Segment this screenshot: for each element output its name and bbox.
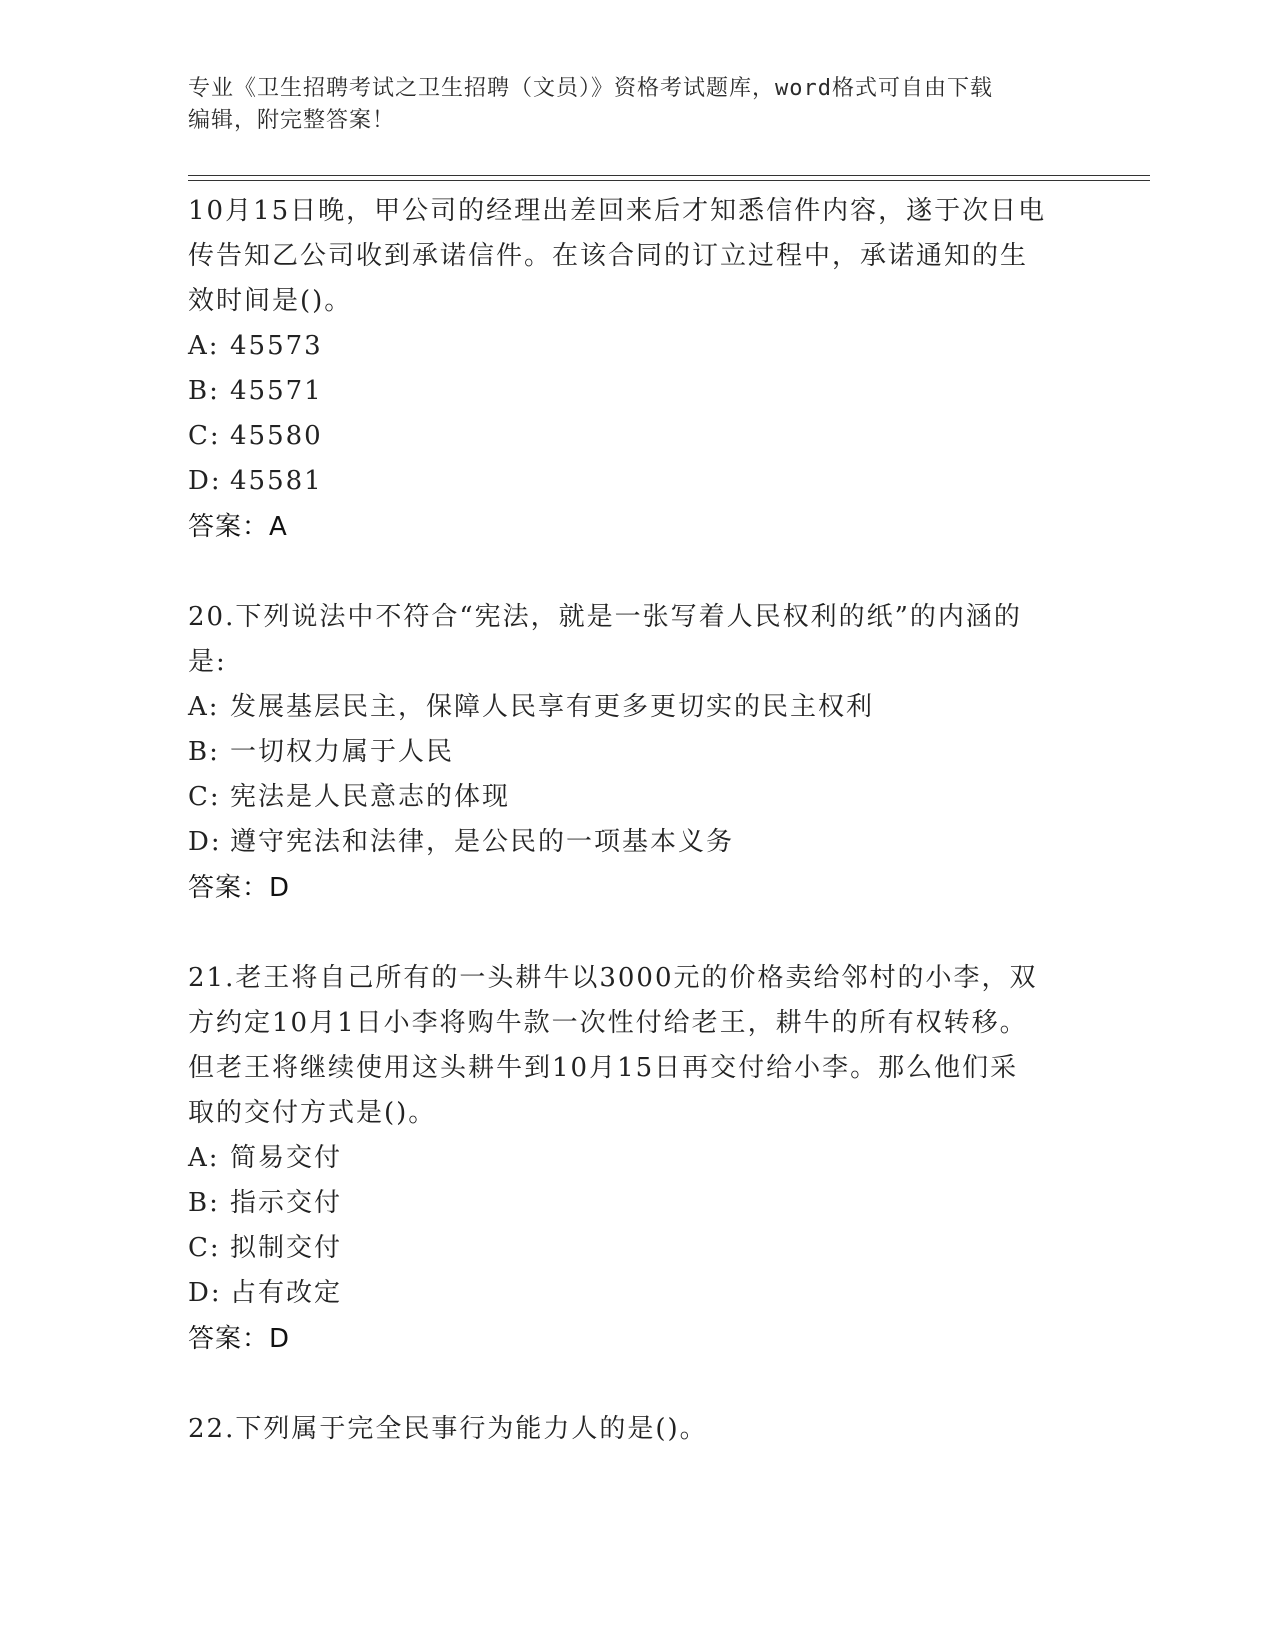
option-text: 简易交付 (230, 1143, 343, 1173)
option-a (188, 685, 1088, 730)
spacer (188, 911, 1088, 956)
option-text: 遵守宪法和法律，是公民的一项基本义务 (230, 827, 735, 857)
option-label: D: (188, 1278, 222, 1308)
option-label: C: (188, 782, 221, 812)
option-label: C: (188, 421, 221, 451)
option-d (188, 1271, 1088, 1316)
question-text-line: 10月15日晚，甲公司的经理出差回来后才知悉信件内容，遂于次日电 (188, 196, 1047, 226)
question-text-line: 取的交付方式是()。 (188, 1098, 437, 1128)
option-d (188, 820, 1088, 865)
question-list (188, 189, 1088, 1452)
option-a (188, 324, 1088, 369)
option-label: B: (188, 737, 220, 767)
question-text-line: 22.下列属于完全民事行为能力人的是()。 (188, 1414, 708, 1444)
question-text-line: 20.下列说法中不符合“宪法，就是一张写着人民权利的纸”的内涵的 (188, 602, 1022, 632)
option-b (188, 730, 1088, 775)
option-label: A: (188, 692, 220, 722)
header-line-1: 专业《卫生招聘考试之卫生招聘（文员）》资格考试题库，word格式可自由下载 (188, 76, 993, 101)
document-header (188, 73, 1088, 137)
option-label: D: (188, 466, 222, 496)
option-label: B: (188, 1188, 220, 1218)
answer-line: 答案：D (188, 873, 291, 903)
question-19 (188, 189, 1088, 550)
option-text: 45571 (230, 376, 323, 406)
option-b (188, 1181, 1088, 1226)
option-text: 45581 (230, 466, 323, 496)
option-text: 拟制交付 (230, 1233, 343, 1263)
question-text-line: 传告知乙公司收到承诺信件。在该合同的订立过程中，承诺通知的生 (188, 241, 1029, 271)
question-text-line: 是: (188, 647, 227, 677)
spacer (188, 1362, 1088, 1407)
header-divider-bottom (188, 180, 1150, 181)
option-label: C: (188, 1233, 221, 1263)
header-divider-top (188, 175, 1150, 176)
header-line-2: 编辑，附完整答案！ (188, 108, 396, 133)
option-text: 一切权力属于人民 (230, 737, 455, 767)
option-label: A: (188, 331, 220, 361)
answer-line: 答案：D (188, 1324, 291, 1354)
question-text-line: 效时间是()。 (188, 286, 353, 316)
option-label: B: (188, 376, 220, 406)
option-text: 宪法是人民意志的体现 (230, 782, 511, 812)
option-c (188, 775, 1088, 820)
option-a (188, 1136, 1088, 1181)
option-b (188, 369, 1088, 414)
question-text-line: 方约定10月1日小李将购牛款一次性付给老王，耕牛的所有权转移。 (188, 1008, 1028, 1038)
option-text: 45573 (230, 331, 323, 361)
question-text-line: 21.老王将自己所有的一头耕牛以3000元的价格卖给邻村的小李，双 (188, 963, 1038, 993)
question-20 (188, 595, 1088, 911)
option-c (188, 1226, 1088, 1271)
spacer (188, 550, 1088, 595)
option-text: 发展基层民主，保障人民享有更多更切实的民主权利 (230, 692, 875, 722)
question-text-line: 但老王将继续使用这头耕牛到10月15日再交付给小李。那么他们采 (188, 1053, 1019, 1083)
option-label: D: (188, 827, 222, 857)
option-c (188, 414, 1088, 459)
option-text: 占有改定 (230, 1278, 343, 1308)
answer-line: 答案：A (188, 512, 288, 542)
option-text: 指示交付 (230, 1188, 343, 1218)
option-label: A: (188, 1143, 220, 1173)
question-21 (188, 956, 1088, 1362)
question-22 (188, 1407, 1088, 1452)
option-text: 45580 (230, 421, 323, 451)
option-d (188, 459, 1088, 504)
